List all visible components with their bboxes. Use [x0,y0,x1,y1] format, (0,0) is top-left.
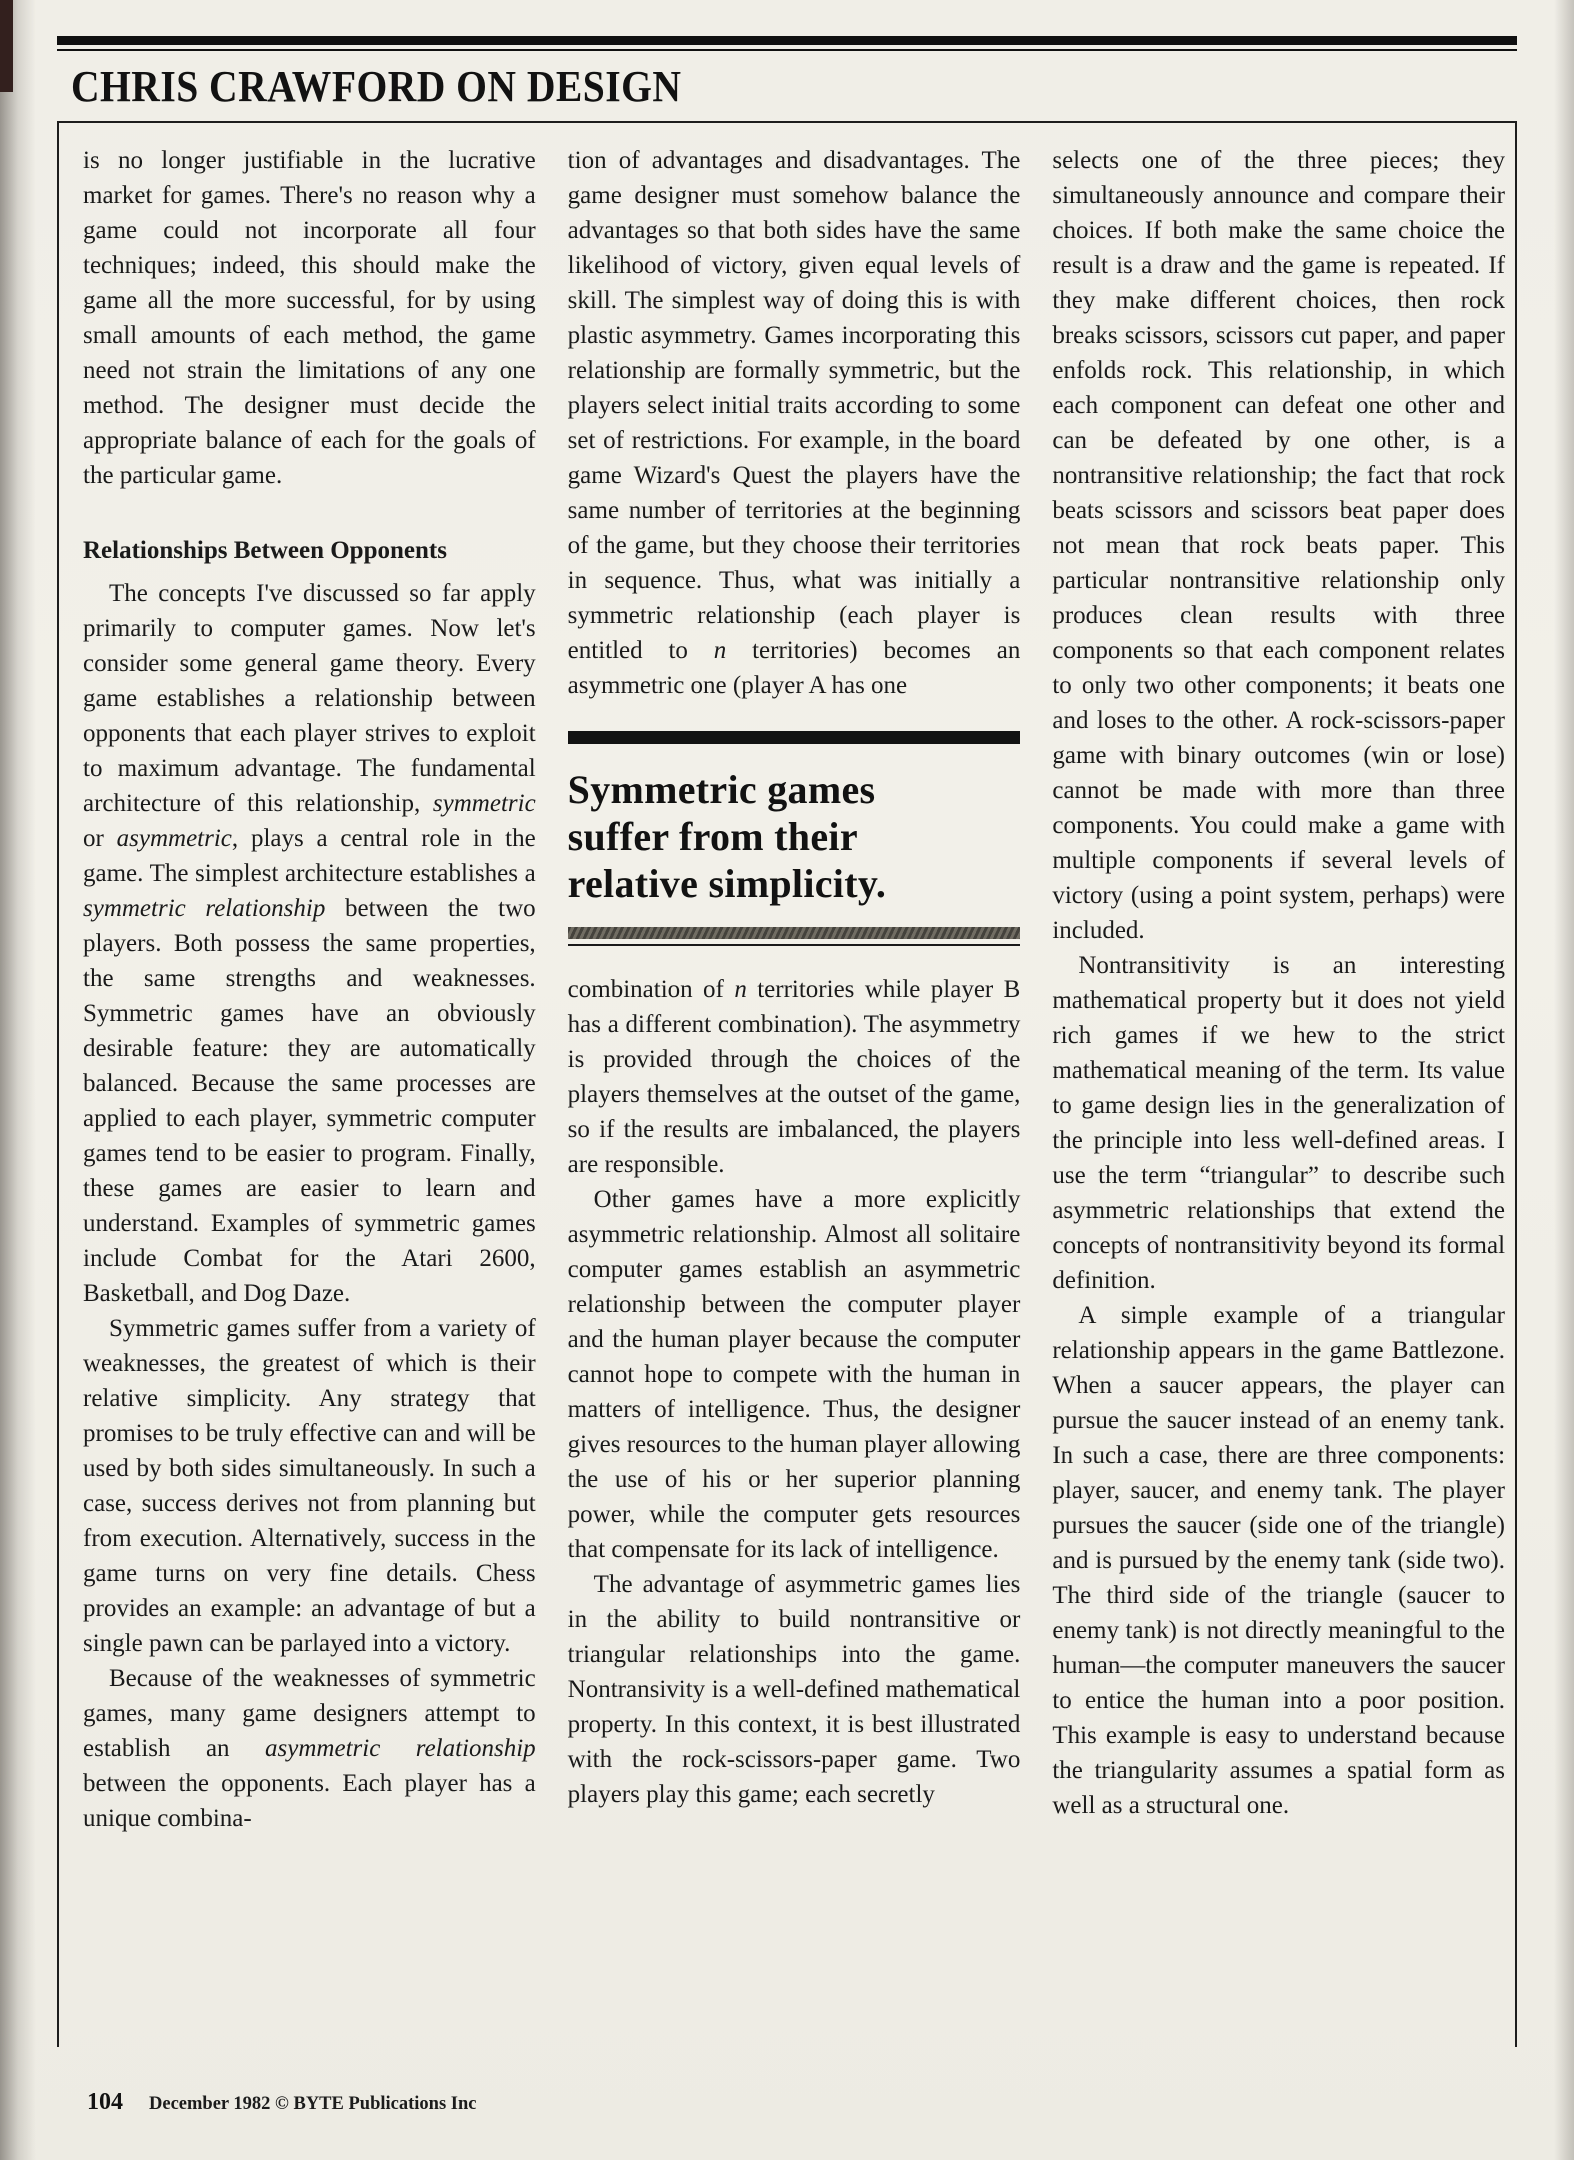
article-paragraph: selects one of the three pieces; they simultaneously announce and compare their choices. If both make the same choice the result is a draw and the game is repeated. If they make different choices, then rock breaks scissors, scissors cut paper, and paper enfolds rock. This relationship, in which each component can defeat one other and can be defeated by one other, is a nontransitive relationship; the fact that rock beats scissors and scissors beat paper does not mean that rock beats paper. This particular nontransitive relationship only produces clean results with three components so that each component relates to only two other components; it beats one and loses to the other. A rock-scissors-paper game with binary outcomes (win or lose) cannot be made with more than three components. You could make a game with multiple components if several levels of victory (using a point system, perhaps) were included. [1052,147,1506,944]
article-paragraph: combination of n territories while player B has a different combination). The asymmetry is provided through the choices of the players themselves at the outset of the game, so if the results are imbalanced, the players are responsible. [567,976,1021,1178]
footer-text: December 1982 © BYTE Publications Inc [149,2094,477,2114]
masthead [57,0,1517,112]
pull-quote [568,731,1021,946]
article-frame [57,121,1517,2047]
masthead-rule-thick [57,36,1517,45]
pull-quote-rule-halftone [568,927,1021,939]
article-paragraph: Other games have a more explicitly asymmetric relationship. Almost all solitaire computer games establish an asymmetric relationship between the computer player and the human player because the computer cannot hope to compete with the human in matters of intelligence. Thus, the designer gives resources to the human player allowing the use of his or her superior planning power, while the computer gets resources that compensate for its lack of intelligence. [567,1186,1021,1563]
article-paragraph: is no longer justifiable in the lucrative market for games. There's no reason why a game could not incorporate all four techniques; indeed, this should make the game all the more successful, for by using small amounts of each method, the game need not strain the limitations of any one method. The designer must decide the appropriate balance of each for the goals of the particular game. [83,147,536,489]
article-paragraph: The advantage of asymmetric games lies in the ability to build nontransitive or triangular relationships into the game. Nontransivity is a well-defined mathematical property. In this context, it is best illustrated with the rock-scissors-paper game. Two players play this game; each secretly [567,1571,1021,1808]
section-heading: Relationships Between Opponents [83,537,447,564]
article-paragraph: The concepts I've discussed so far apply primarily to computer games. Now let's consider some general game theory. Every game establishes a relationship between opponents that each player strives to exploit to maximum advantage. The fundamental architecture of this relationship, symmetric or asymmetric, plays a central role in the game. The simplest architecture establishes a symmetric relationship between the two players. Both possess the same properties, the same strengths and weaknesses. Symmetric games have an obviously desirable feature: they are automatically balanced. Because the same processes are applied to each player, symmetric computer games tend to be easier to program. Finally, these games are easier to learn and understand. Examples of symmetric games include Combat for the Atari 2600, Basketball, and Dog Daze. [83,580,536,1307]
scan-edge-shadow-right [1554,0,1574,2160]
page-footer [87,2089,476,2116]
pull-quote-rule-top [568,731,1021,744]
page-number: 104 [87,2089,123,2115]
masthead-rule-thin [57,49,1517,51]
column-3 [1052,143,1505,1836]
scan-corner-artifact [0,0,13,92]
article-paragraph: tion of advantages and disadvantages. The game designer must somehow balance the advantages so that both sides have the same likelihood of victory, given equal levels of skill. The simplest way of doing this is with plastic asymmetry. Games incorporating this relationship are formally symmetric, but the players select initial traits according to some set of restrictions. For example, in the board game Wizard's Quest the players have the same number of territories at the beginning of the game, but they choose their territories in sequence. Thus, what was initially a symmetric relationship (each player is entitled to n territories) becomes an asymmetric one (player A has one [567,147,1021,699]
scan-edge-shadow-left [0,0,36,2160]
pull-quote-rule-bottom [568,944,1021,946]
column-2 [568,143,1021,1836]
article-columns [59,123,1515,1836]
article-paragraph: Because of the weaknesses of symmetric games, many game designers attempt to establish an asymmetric relationship between the opponents. Each player has a unique combina- [83,1665,536,1832]
article-paragraph: Nontransitivity is an interesting mathematical property but it does not yield rich games if we hew to the strict mathematical meaning of the term. Its value to game design lies in the generalization of the principle into less well-defined areas. I use the term “triangular” to describe such asymmetric relationships that extend the concepts of nontransitivity beyond its formal definition. [1052,952,1506,1294]
page-title: CHRIS CRAWFORD ON DESIGN [71,62,682,111]
article-paragraph: A simple example of a triangular relationship appears in the game Battlezone. When a saucer appears, the player can pursue the saucer instead of an enemy tank. In such a case, there are three components: player, saucer, and enemy tank. The player pursues the saucer (side one of the triangle) and is pursued by the enemy tank (side two). The third side of the triangle (saucer to enemy tank) is not directly meaningful to the human—the computer maneuvers the saucer to entice the human into a poor position. This example is easy to understand because the triangularity assumes a spatial form as well as a structural one. [1052,1302,1506,1819]
pull-quote-text: Symmetric games suffer from their relative simplicity. [567,767,887,906]
article-paragraph: Symmetric games suffer from a variety of weaknesses, the greatest of which is their relative simplicity. Any strategy that promises to be truly effective can and will be used by both sides simultaneously. In such a case, success derives not from planning but from execution. Alternatively, success in the game turns on very fine details. Chess provides an example: an advantage of but a single pawn can be parlayed into a victory. [83,1315,536,1657]
column-1 [83,143,536,1836]
